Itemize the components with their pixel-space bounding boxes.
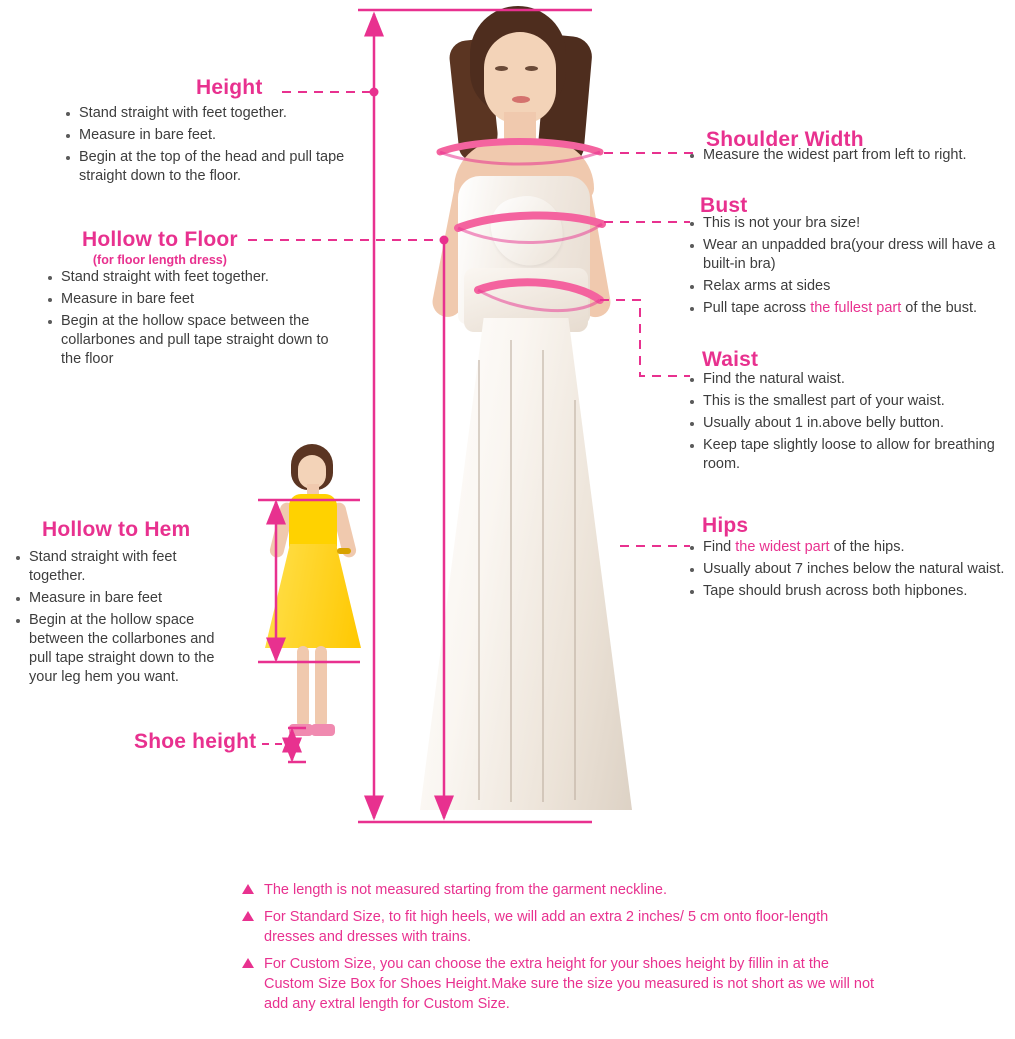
bust-text-pre: Pull tape across: [703, 300, 811, 316]
footer-note-text: For Standard Size, to fit high heels, we will add an extra 2 inches/ 5 cm onto floor-length dresses and dresses with trains.: [264, 909, 829, 945]
list-item: Begin at the top of the head and pull tape straight down to the floor.: [64, 148, 354, 186]
bust-label: Bust: [700, 194, 748, 217]
list-item: Find the natural waist.: [688, 370, 1010, 389]
list-item: Usually about 7 inches below the natural waist.: [688, 560, 1010, 579]
height-bullets: [64, 104, 354, 189]
hollow-to-hem-label: Hollow to Hem: [42, 518, 191, 541]
shoulder-width-bullets: [688, 146, 1008, 168]
list-item: [688, 538, 1010, 557]
hollow-to-hem-bullets: [14, 548, 232, 690]
list-item: Measure in bare feet.: [64, 126, 354, 145]
list-item: Wear an unpadded bra(your dress will have a built-in bra): [688, 236, 1010, 274]
height-label: Height: [196, 76, 263, 99]
list-item: Begin at the hollow space between the collarbones and pull tape straight down to the your leg hem you want.: [14, 611, 232, 687]
list-item: This is the smallest part of your waist.: [688, 392, 1010, 411]
footer-note-text: For Custom Size, you can choose the extra height for your shoes height by fillin in at the Custom Size Box for Shoes Height.Make sure the size you measured is not short as we will not add any extral length for Custom Size.: [264, 956, 875, 1012]
hips-text-highlight: the widest part: [735, 539, 830, 555]
hips-bullets: [688, 538, 1010, 604]
warning-triangle-icon: [242, 958, 254, 968]
list-item: Keep tape slightly loose to allow for breathing room.: [688, 436, 1010, 474]
hips-label: Hips: [702, 514, 749, 537]
list-item: Measure in bare feet: [14, 589, 232, 608]
bust-bullets: [688, 214, 1010, 321]
list-item: This is not your bra size!: [688, 214, 1010, 233]
hips-text-pre: Find: [703, 539, 736, 555]
list-item: Measure in bare feet: [46, 290, 336, 309]
footer-note: [242, 880, 882, 900]
list-item: Stand straight with feet together.: [64, 104, 354, 123]
footer-note-text: The length is not measured starting from the garment neckline.: [264, 882, 667, 898]
bust-text-post: of the bust.: [901, 300, 978, 316]
hollow-to-floor-label: Hollow to Floor (for floor length dress): [82, 228, 238, 267]
list-item: Tape should brush across both hipbones.: [688, 582, 1010, 601]
list-item: Begin at the hollow space between the collarbones and pull tape straight down to the floor: [46, 312, 336, 369]
footer-note: [242, 954, 882, 1014]
waist-label: Waist: [702, 348, 759, 371]
list-item: Relax arms at sides: [688, 277, 1010, 296]
shoulder-width-label: Shoulder Width: [706, 128, 864, 151]
list-item: Usually about 1 in.above belly button.: [688, 414, 1010, 433]
warning-triangle-icon: [242, 911, 254, 921]
hollow-to-floor-sublabel: (for floor length dress): [92, 253, 227, 267]
list-item: Stand straight with feet together.: [46, 268, 336, 287]
waist-bullets: [688, 370, 1010, 477]
list-item: Stand straight with feet together.: [14, 548, 232, 586]
footer-notes: [242, 880, 882, 1021]
bust-text-highlight: the fullest part: [810, 300, 902, 316]
footer-note: [242, 907, 882, 947]
list-item: [688, 299, 1010, 318]
hollow-to-floor-bullets: [46, 268, 336, 372]
warning-triangle-icon: [242, 884, 254, 894]
hips-text-post: of the hips.: [829, 539, 905, 555]
shoe-height-label: Shoe height: [134, 730, 257, 753]
list-item: Measure the widest part from left to right.: [688, 146, 1008, 165]
